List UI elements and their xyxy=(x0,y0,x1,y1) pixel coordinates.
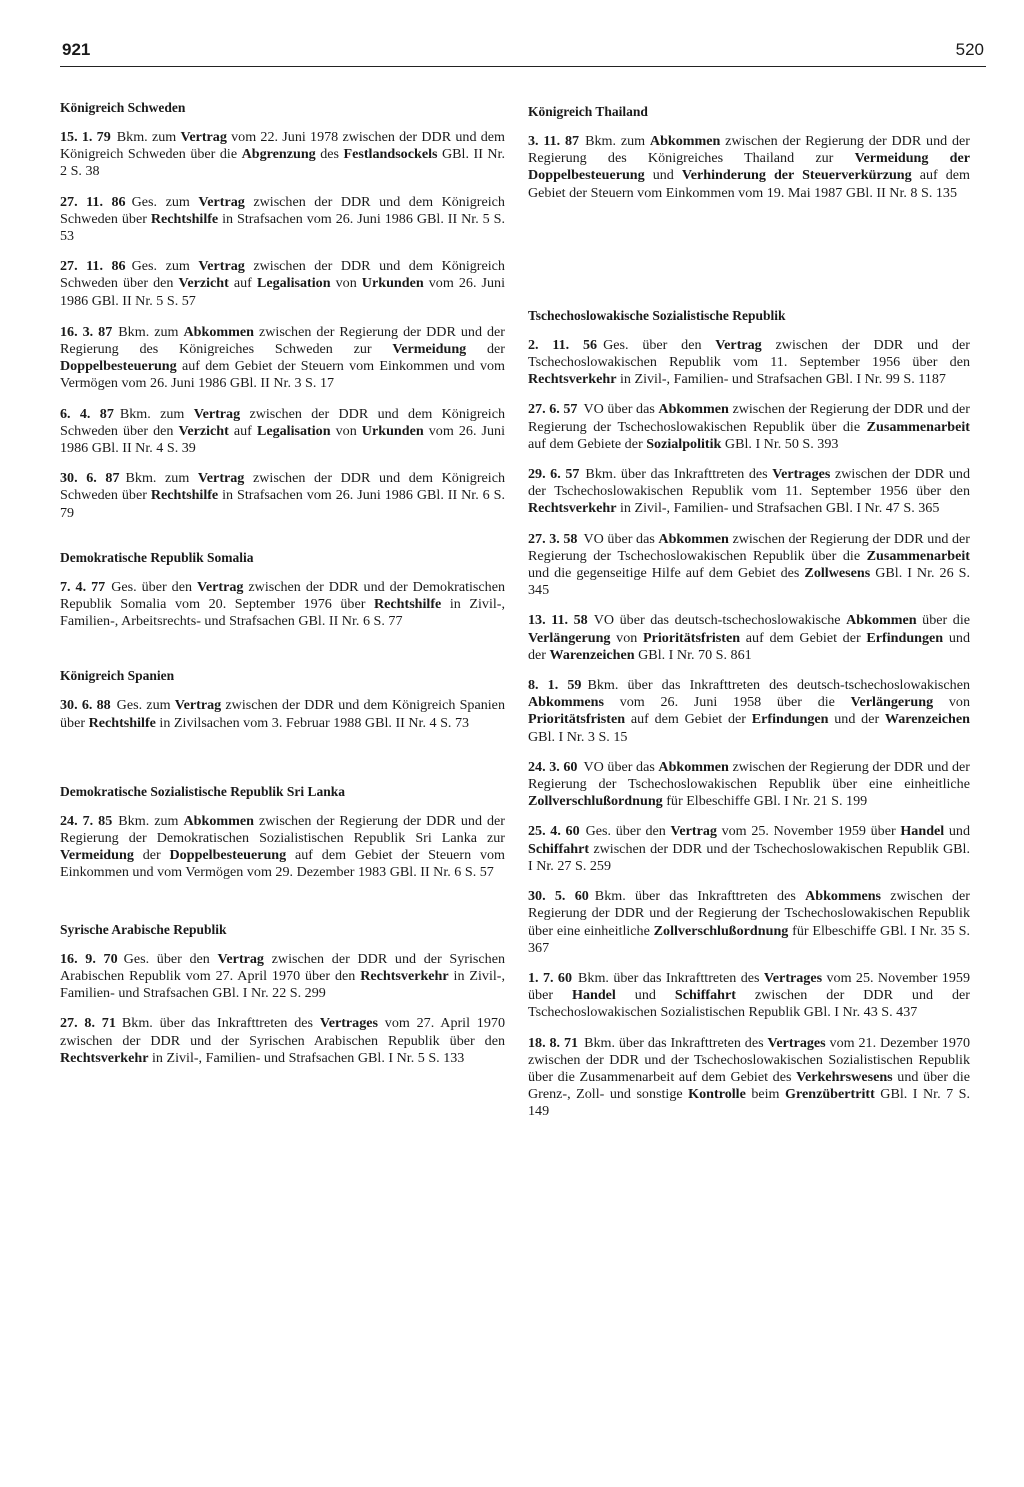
keyword: Verhinderung der Steuerverkürzung xyxy=(681,167,912,184)
keyword: Abkommens xyxy=(805,888,882,905)
section-heading: Syrische Arabische Republik xyxy=(60,921,227,937)
section-heading: Königreich Schweden xyxy=(60,100,186,115)
keyword: Verzicht xyxy=(178,275,229,292)
page-number-right: 520 xyxy=(955,40,984,59)
keyword: Abgrenzung xyxy=(241,146,316,163)
keyword: Vertrages xyxy=(763,969,823,986)
entry-date: 2. 11. 56 xyxy=(528,336,598,353)
keyword: Rechtshilfe xyxy=(373,596,442,613)
keyword: Rechtsverkehr xyxy=(528,371,617,388)
keyword: Vertrages xyxy=(319,1015,378,1032)
keyword: Erfindungen xyxy=(751,711,829,728)
keyword: Rechtsverkehr xyxy=(528,500,617,517)
entry-date: 27. 6. 57 xyxy=(528,401,578,418)
keyword: Urkunden xyxy=(361,275,424,292)
keyword: Warenzeichen xyxy=(549,646,635,663)
entry-date: 24. 7. 85 xyxy=(60,812,113,829)
keyword: Vertrag xyxy=(198,193,245,210)
entry-date: 16. 3. 87 xyxy=(60,323,113,340)
keyword: Zusammenarbeit xyxy=(866,418,970,435)
law-entry: 27. 3. 58 VO über das Abkommen zwischen der Regierung der DDR und der Regierung der Tschechoslowakischen Republik über die Zusammenarbeit und die gegenseitige Hilfe auf dem Gebiet des Zollwesens GBl. I Nr. 26 S. 345 xyxy=(528,530,971,599)
section-heading: Demokratische Sozialistische Republik Sri Lanka xyxy=(60,783,346,799)
law-entry: 16. 3. 87 Bkm. zum Abkommen zwischen der Regierung der DDR und der Regierung des Königreiches Schweden zur Vermeidung der Doppelbesteuerung auf dem Gebiet der Steuern vom Einkommen und vom Vermögen vom 26. Juni 1986 GBl. II Nr. 3 S. 17 xyxy=(60,323,505,392)
law-entry: 8. 1. 59 Bkm. über das Inkrafttreten des deutsch-tschechoslowakischen Abkommens vom 26. Juni 1958 über die Verlängerung von Prioritätsfristen auf dem Gebiet der Erfindungen und der Warenzeichen GBl. I Nr. 3 S. 15 xyxy=(528,677,971,745)
entry-date: 27. 11. 86 xyxy=(60,193,126,210)
keyword: Zollwesens xyxy=(804,565,871,582)
section-heading: Demokratische Republik Somalia xyxy=(60,549,254,565)
keyword: Verzicht xyxy=(178,422,229,439)
keyword: Doppelbesteuerung xyxy=(60,358,177,375)
law-entry: 13. 11. 58 VO über das deutsch-tschechoslowakische Abkommen über die Verlängerung von Prioritätsfristen auf dem Gebiet der Erfindungen und der Warenzeichen GBl. I Nr. 70 S. 861 xyxy=(528,612,970,663)
entry-date: 27. 11. 86 xyxy=(60,258,126,275)
keyword: Abkommens xyxy=(528,694,604,711)
law-entry: 30. 5. 60 Bkm. über das Inkrafttreten des Abkommens zwischen der Regierung der DDR und der Regierung der Tschechoslowakischen Republik über eine einheitliche Zollverschlußordnung für Elbeschiffe GBl. I Nr. 35 S. 367 xyxy=(528,888,970,956)
keyword: Vertrag xyxy=(196,578,244,595)
keyword: Vertrag xyxy=(198,258,245,275)
law-entry: 6. 4. 87 Bkm. zum Vertrag zwischen der DDR und dem Königreich Schweden über den Verzicht auf Legalisation von Urkunden vom 26. Juni 1986 GBl. II Nr. 4 S. 39 xyxy=(60,405,506,457)
keyword: Grenzübertritt xyxy=(785,1086,875,1103)
law-entry: 18. 8. 71 Bkm. über das Inkrafttreten des Vertrages vom 21. Dezember 1970 zwischen der DDR und der Tschechoslowakischen Sozialistischen Republik über die Zusammenarbeit auf dem Gebiet des Verkehrswesens und über die Grenz-, Zoll- und sonstige Kontrolle beim Grenzübertritt GBl. I Nr. 7 S. 149 xyxy=(528,1034,970,1120)
entry-date: 3. 11. 87 xyxy=(528,133,580,149)
keyword: Zollverschlußordnung xyxy=(528,793,663,810)
keyword: Vertrag xyxy=(197,470,245,487)
keyword: Vermeidung der Doppelbesteuerung xyxy=(528,150,970,184)
entry-date: 30. 6. 88 xyxy=(60,697,111,714)
keyword: Verlängerung xyxy=(850,694,934,711)
keyword: Urkunden xyxy=(361,422,424,439)
keyword: Erfindungen xyxy=(866,629,944,646)
keyword: Prioritätsfristen xyxy=(643,629,741,646)
law-entry: 27. 8. 71 Bkm. über das Inkrafttreten des Vertrages vom 27. April 1970 zwischen der DDR und der Syrischen Arabischen Republik über den Rechtsverkehr in Zivil-, Familien- und Strafsachen GBl. I Nr. 5 S. 133 xyxy=(60,1015,505,1066)
keyword: Rechtsverkehr xyxy=(60,1049,149,1066)
law-entry: 3. 11. 87 Bkm. zum Abkommen zwischen der Regierung der DDR und der Regierung des Königreiches Thailand zur Vermeidung der Doppelbesteuerung und Verhinderung der Steuerverkürzung auf dem Gebiet der Steuern vom Einkommen vom 19. Mai 1987 GBl. II Nr. 8 S. 135 xyxy=(528,133,970,201)
header-rule xyxy=(60,66,986,67)
keyword: Vertrag xyxy=(217,950,264,967)
law-entry: 27. 11. 86 Ges. zum Vertrag zwischen der DDR und dem Königreich Schweden über den Verzicht auf Legalisation von Urkunden vom 26. Juni 1986 GBl. II Nr. 5 S. 57 xyxy=(60,258,506,309)
entry-date: 24. 3. 60 xyxy=(528,758,578,775)
keyword: Zusammenarbeit xyxy=(866,547,970,564)
keyword: Abkommen xyxy=(658,758,729,775)
keyword: Abkommen xyxy=(658,530,729,547)
keyword: Vertrag xyxy=(715,336,762,353)
keyword: Kontrolle xyxy=(688,1086,746,1103)
law-entry: 27. 6. 57 VO über das Abkommen zwischen der Regierung der DDR und der Regierung der Tschechoslowakischen Republik über die Zusammenarbeit auf dem Gebiete der Sozialpolitik GBl. I Nr. 50 S. 393 xyxy=(528,401,970,452)
entry-date: 15. 1. 79 xyxy=(60,129,111,145)
law-entry: 16. 9. 70 Ges. über den Vertrag zwischen der DDR und der Syrischen Arabischen Republik vom 27. April 1970 über den Rechtsverkehr in Zivil-, Familien- und Strafsachen GBl. I Nr. 22 S. 299 xyxy=(60,950,505,1002)
section-heading: Tschechoslowakische Sozialistische Republik xyxy=(528,307,786,323)
keyword: Sozialpolitik xyxy=(646,435,722,452)
law-entry: 24. 7. 85 Bkm. zum Abkommen zwischen der Regierung der DDR und der Regierung der Demokratischen Sozialistischen Republik Sri Lanka zur Vermeidung der Doppelbesteuerung auf dem Gebiet der Steuern vom Einkommen und vom Vermögen vom 29. Dezember 1983 GBl. II Nr. 6 S. 57 xyxy=(60,812,505,881)
law-entry: 15. 1. 79 Bkm. zum Vertrag vom 22. Juni 1978 zwischen der DDR und dem Königreich Schweden über die Abgrenzung des Festlandsockels GBl. II Nr. 2 S. 38 xyxy=(60,129,506,180)
law-entry: 1. 7. 60 Bkm. über das Inkrafttreten des Vertrages vom 25. November 1959 über Handel und Schiffahrt zwischen der DDR und der Tschechoslowakischen Sozialistischen Republik GBl. I Nr. 43 S. 437 xyxy=(528,969,970,1021)
page-number-left: 921 xyxy=(62,40,91,59)
keyword: Legalisation xyxy=(256,275,331,292)
entry-date: 27. 8. 71 xyxy=(60,1015,116,1032)
right-column xyxy=(528,100,970,1134)
keyword: Vertrages xyxy=(772,466,831,483)
entry-date: 27. 3. 58 xyxy=(528,530,578,547)
keyword: Abkommen xyxy=(183,812,254,829)
entry-date: 30. 5. 60 xyxy=(528,888,589,905)
keyword: Abkommen xyxy=(846,612,917,629)
entry-date: 25. 4. 60 xyxy=(528,823,580,840)
keyword: Vertrag xyxy=(174,697,222,714)
keyword: Schiffahrt xyxy=(528,840,590,857)
keyword: Handel xyxy=(900,823,945,840)
keyword: Handel xyxy=(571,987,616,1004)
keyword: Schiffahrt xyxy=(674,987,736,1004)
keyword: Verkehrswesens xyxy=(796,1068,893,1085)
keyword: Rechtsverkehr xyxy=(360,967,449,984)
keyword: Abkommen xyxy=(658,401,729,418)
keyword: Prioritätsfristen xyxy=(528,711,626,728)
law-entry: 30. 6. 88 Ges. zum Vertrag zwischen der DDR und dem Königreich Spanien über Rechtshilfe in Zivilsachen vom 3. Februar 1988 GBl. II Nr. 4 S. 73 xyxy=(60,697,505,731)
law-entry: 27. 11. 86 Ges. zum Vertrag zwischen der DDR und dem Königreich Schweden über Rechtshilfe in Strafsachen vom 26. Juni 1986 GBl. II Nr. 5 S. 53 xyxy=(60,193,506,245)
entry-date: 8. 1. 59 xyxy=(528,677,582,694)
entry-date: 29. 6. 57 xyxy=(528,466,580,483)
keyword: Vertrages xyxy=(767,1034,826,1051)
keyword: Verlängerung xyxy=(528,629,611,646)
law-entry: 2. 11. 56 Ges. über den Vertrag zwischen der DDR und der Tschechoslowakischen Republik vom 11. September 1956 über den Rechtsverkehr in Zivil-, Familien- und Strafsachen GBl. I Nr. 99 S. 1187 xyxy=(528,336,970,388)
keyword: Rechtshilfe xyxy=(150,487,219,504)
section-heading: Königreich Spanien xyxy=(60,668,175,684)
keyword: Vermeidung xyxy=(60,847,134,864)
entry-date: 16. 9. 70 xyxy=(60,950,118,967)
keyword: Rechtshilfe xyxy=(150,210,219,227)
entry-date: 7. 4. 77 xyxy=(60,578,106,595)
keyword: Warenzeichen xyxy=(884,711,970,728)
keyword: Zollverschlußordnung xyxy=(653,922,789,939)
law-entry: 25. 4. 60 Ges. über den Vertrag vom 25. November 1959 über Handel und Schiffahrt zwischen der DDR und der Tschechoslowakischen Republik GBl. I Nr. 27 S. 259 xyxy=(528,823,971,874)
keyword: Abkommen xyxy=(183,323,254,340)
law-entry: 29. 6. 57 Bkm. über das Inkrafttreten des Vertrages zwischen der DDR und der Tschechoslowakischen Republik vom 11. September 1956 über den Rechtsverkehr in Zivil-, Familien- und Strafsachen GBl. I Nr. 47 S. 365 xyxy=(528,466,970,517)
keyword: Doppelbesteuerung xyxy=(169,847,287,864)
keyword: Vertrag xyxy=(180,129,227,145)
keyword: Abkommen xyxy=(649,133,721,149)
keyword: Rechtshilfe xyxy=(88,714,156,731)
entry-date: 6. 4. 87 xyxy=(60,405,114,422)
law-entry: 7. 4. 77 Ges. über den Vertrag zwischen der DDR und der Demokratischen Republik Somalia vom 20. September 1976 über Rechtshilfe in Zivil-, Familien-, Arbeitsrechts- und Strafsachen GBl. II Nr. 6 S. 77 xyxy=(60,578,506,630)
entry-date: 30. 6. 87 xyxy=(60,470,120,487)
keyword: Festlandsockels xyxy=(343,146,438,163)
left-column xyxy=(60,100,505,1080)
keyword: Vertrag xyxy=(670,823,717,840)
keyword: Vermeidung xyxy=(392,341,467,358)
keyword: Legalisation xyxy=(256,422,331,439)
section-heading: Königreich Thailand xyxy=(528,104,648,119)
entry-date: 18. 8. 71 xyxy=(528,1034,579,1051)
law-entry: 24. 3. 60 VO über das Abkommen zwischen der Regierung der DDR und der Regierung der Tschechoslowakischen Republik über eine einheitliche Zollverschlußordnung für Elbeschiffe GBl. I Nr. 21 S. 199 xyxy=(528,758,970,810)
law-entry: 30. 6. 87 Bkm. zum Vertrag zwischen der DDR und dem Königreich Schweden über Rechtshilfe in Strafsachen vom 26. Juni 1986 GBl. II Nr. 6 S. 79 xyxy=(60,470,506,521)
entry-date: 1. 7. 60 xyxy=(528,969,573,986)
entry-date: 13. 11. 58 xyxy=(528,612,588,629)
keyword: Vertrag xyxy=(193,405,241,422)
